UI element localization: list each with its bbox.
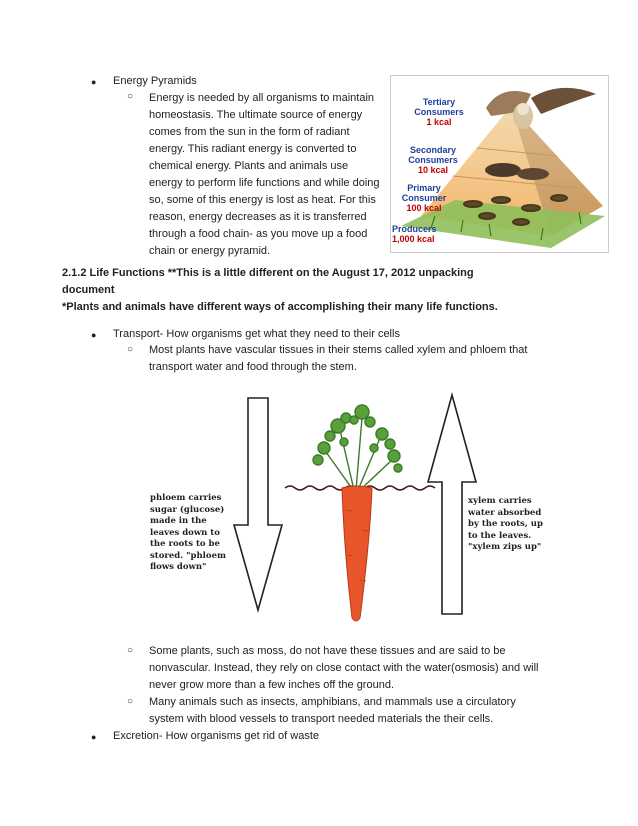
sub-bullet-icon: ○ (127, 645, 134, 656)
energy-line: through a food chain- as you move up a food (149, 228, 368, 240)
transport-line: transport water and food through the stem. (149, 361, 357, 373)
xylem-note: xylem carries water absorbed by the roots, up to the leaves. "xylem zips up" (468, 496, 543, 552)
energy-line: energy. This radiant energy is converted to (149, 143, 357, 155)
nonvascular-line: Some plants, such as moss, do not have these tissues and are said to be (149, 645, 506, 657)
nonvascular-line: never grow more than a few inches off the ground. (149, 679, 394, 691)
nonvascular-line: nonvascular. Instead, they rely on close contact with the water(osmosis) and will (149, 662, 539, 674)
sub-bullet-icon: ○ (127, 344, 134, 355)
carrot-figure (140, 390, 550, 625)
phloem-note: phloem carries sugar (glucose) made in the leaves down to the roots to be stored. "phloem flows down" (150, 493, 226, 572)
sub-bullet-icon: ○ (127, 91, 134, 102)
circulatory-line: Many animals such as insects, amphibians, and mammals use a circulatory (149, 696, 516, 708)
energy-line: chain or energy pyramid. (149, 245, 271, 257)
energy-line: homeostasis. The ultimate source of energy (149, 109, 363, 121)
bullet-icon: ● (91, 732, 97, 742)
section-heading-line: *Plants and animals have different ways of accomplishing their many life functions. (62, 301, 498, 313)
energy-line: chemical energy. Plants and animals use (149, 160, 349, 172)
energy-paragraph (149, 90, 389, 260)
pyramid-level-tertiary: Tertiary Consumers 1 kcal (414, 97, 464, 127)
energy-line: reason, energy decreases as it is transferred (149, 211, 367, 223)
pyramid-level-producers: Producers 1,000 kcal (392, 224, 437, 244)
nonvascular-text (149, 643, 589, 694)
carrot-leaves-icon (313, 405, 402, 490)
energy-line: comes from the sun in the form of radiant (149, 126, 350, 138)
energy-pyramid-figure (390, 75, 609, 253)
energy-heading: Energy Pyramids (113, 75, 197, 87)
circulatory-text (149, 694, 589, 728)
arrow-down-icon (234, 398, 282, 610)
transport-heading: Transport- How organisms get what they need to their cells (113, 328, 400, 340)
excretion-heading: Excretion- How organisms get rid of waste (113, 730, 320, 742)
transport-line: Most plants have vascular tissues in their stems called xylem and phloem that (149, 344, 528, 356)
section-heading-line: 2.1.2 Life Functions **This is a little different on the August 17, 2012 unpacking (62, 267, 474, 279)
transport-vascular-text (149, 342, 569, 376)
bullet-icon: ● (91, 77, 97, 87)
energy-line: so, some of this energy is lost as heat. For this (149, 194, 376, 206)
sub-bullet-icon: ○ (127, 696, 134, 707)
bullet-icon: ● (91, 330, 97, 340)
pyramid-level-primary: Primary Consumer 100 kcal (401, 183, 447, 213)
section-heading (62, 265, 582, 316)
circulatory-line: system with blood vessels to transport needed materials the their cells. (149, 713, 494, 725)
carrot-root-icon (342, 486, 372, 621)
section-heading-line: document (62, 284, 115, 296)
energy-line: energy to perform life functions and while doing (149, 177, 380, 189)
energy-line: Energy is needed by all organisms to maintain (149, 92, 375, 104)
pyramid-level-secondary: Secondary Consumers 10 kcal (408, 145, 458, 175)
